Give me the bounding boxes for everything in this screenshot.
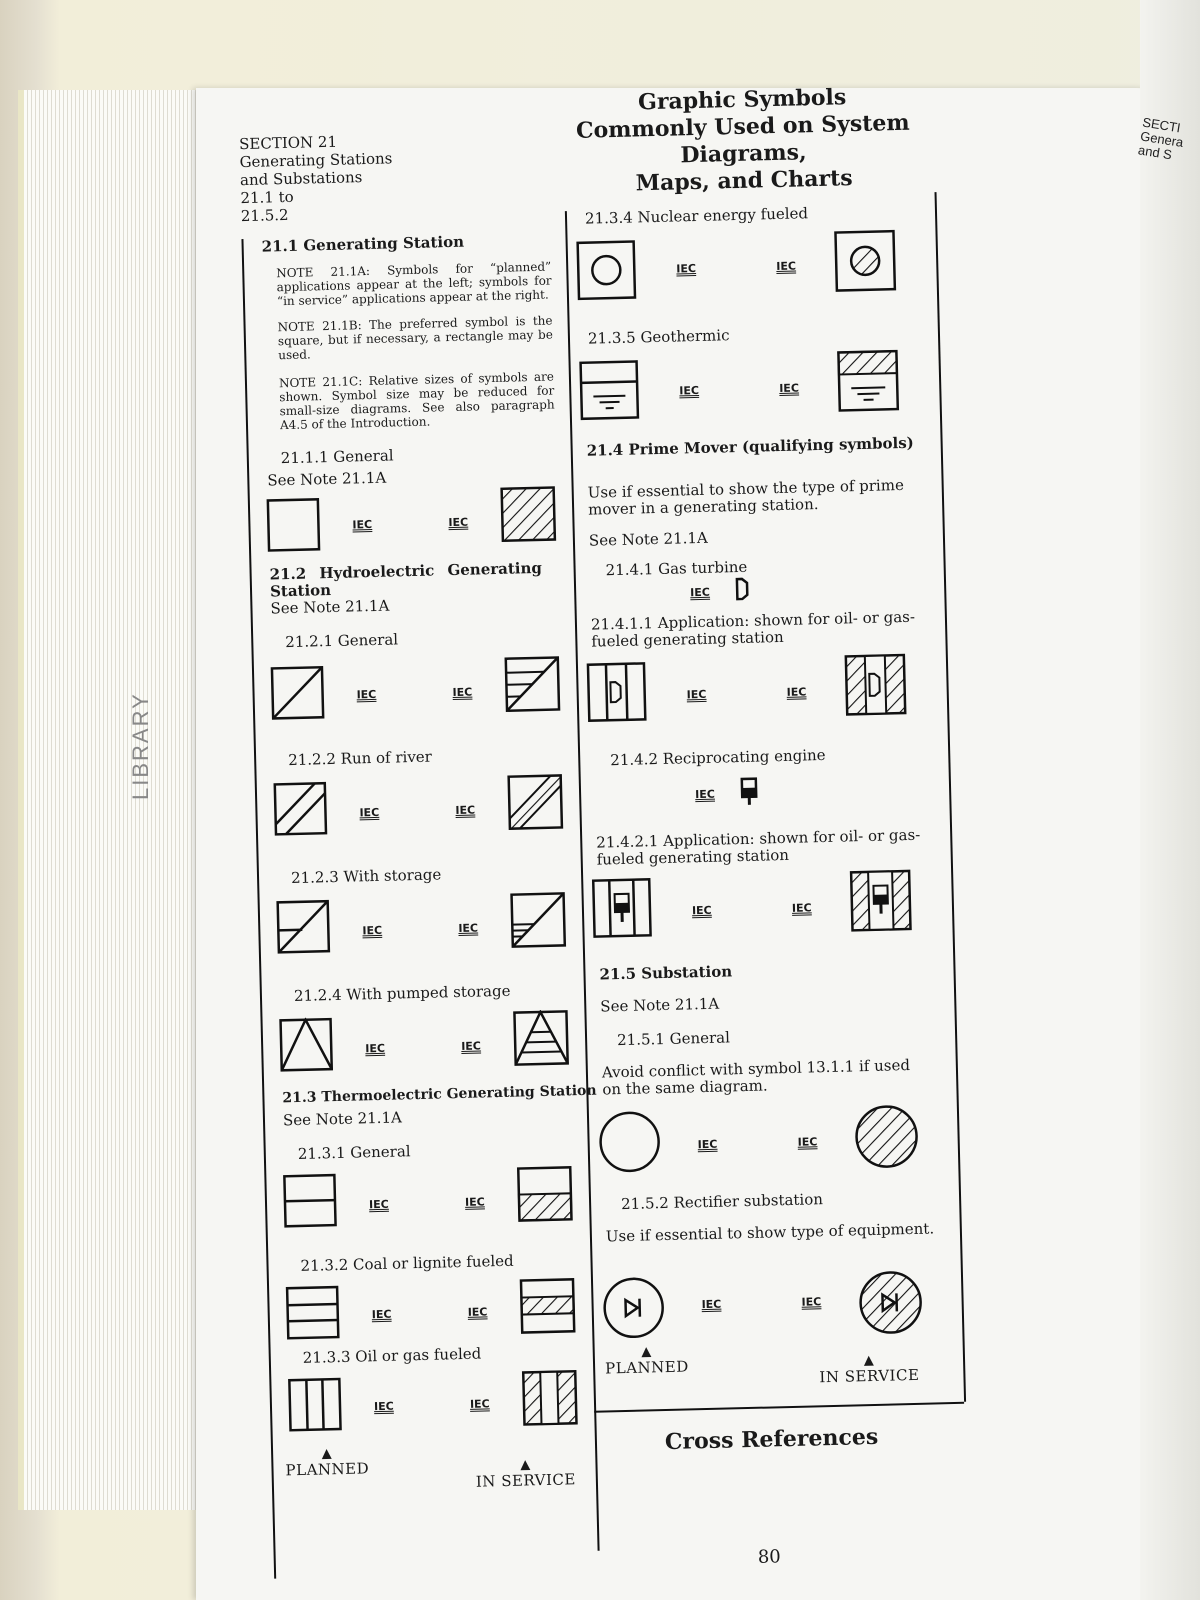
iec-mark: IEC: [797, 1135, 818, 1149]
iec-mark: IEC: [461, 1039, 482, 1053]
page-stack: [18, 90, 224, 1510]
symbol-21-3-4-in-service: [833, 229, 896, 292]
iec-mark: IEC: [352, 517, 373, 532]
planned-text: PLANNED: [285, 1459, 370, 1480]
heading-21-5: 21.5 Substation: [599, 962, 733, 984]
symbol-21-3-3-in-service: [521, 1369, 578, 1426]
iec-mark: IEC: [791, 901, 812, 915]
iec-mark: IEC: [359, 805, 380, 820]
page-content: [232, 71, 1008, 1589]
title-line: Maps, and Charts: [635, 165, 853, 197]
next-page-header: SECTI Genera and S: [1137, 114, 1185, 163]
heading-21-3-1: 21.3.1 General: [297, 1142, 411, 1163]
paragraph-21-4: Use if essential to show the type of prime mover in a generating station.: [587, 475, 905, 519]
library-stamp: LIBRARY: [128, 692, 153, 800]
iec-mark: IEC: [801, 1295, 822, 1309]
symbol-21-2-4-planned: [279, 1017, 334, 1072]
symbol-21-2-3-in-service: [509, 891, 566, 948]
symbol-21-3-1-planned: [282, 1173, 337, 1228]
symbol-21-4-1-1-planned: [586, 661, 647, 722]
symbol-21-2-1-planned: [270, 665, 325, 720]
planned-label: [605, 1344, 689, 1377]
symbol-21-3-5-planned: [579, 359, 640, 420]
iec-mark: IEC: [464, 1195, 485, 1209]
iec-mark: IEC: [695, 787, 715, 802]
heading-21-2: 21.2 Hydroelectric Generating Station: [269, 558, 543, 601]
iec-mark: IEC: [458, 921, 479, 935]
iec-mark: IEC: [676, 261, 697, 276]
iec-mark: IEC: [686, 687, 707, 702]
iec-mark: IEC: [776, 259, 797, 274]
heading-21-3-2: 21.3.2 Coal or lignite fueled: [300, 1251, 514, 1275]
in-service-text: IN SERVICE: [819, 1365, 920, 1387]
up-arrow-icon: ▲: [863, 1352, 875, 1369]
section-line: 21.5.2: [240, 205, 289, 226]
see-note: See Note 21.1A: [588, 528, 708, 550]
iec-mark: IEC: [697, 1137, 718, 1152]
symbol-21-3-5-in-service: [836, 349, 899, 412]
symbol-21-2-2-in-service: [507, 773, 564, 830]
iec-mark: IEC: [362, 923, 383, 938]
iec-mark: IEC: [701, 1297, 722, 1312]
cross-references-heading: Cross References: [664, 1423, 879, 1456]
gas-turbine-symbol: [734, 577, 751, 601]
title-line: Graphic Symbols: [637, 84, 847, 116]
see-note: See Note 21.1A: [267, 468, 387, 490]
iec-mark: IEC: [452, 685, 473, 700]
heading-21-2-2: 21.2.2 Run of river: [287, 747, 433, 770]
iec-mark: IEC: [455, 803, 476, 818]
symbol-21-1-1-planned: [266, 497, 321, 552]
heading-21-4-1-1: 21.4.1.1 Application: shown for oil- or gas-fueled generating station: [590, 607, 916, 651]
heading-21-5-1: 21.5.1 General: [616, 1028, 731, 1050]
page-title: [522, 81, 965, 200]
in-service-label: [819, 1353, 920, 1386]
symbol-21-3-4-planned: [576, 239, 637, 300]
symbol-21-5-2-in-service: [857, 1269, 925, 1337]
iec-mark: IEC: [467, 1305, 488, 1319]
heading-21-1: 21.1 Generating Station: [261, 232, 465, 256]
iec-mark: IEC: [373, 1399, 394, 1414]
heading-21-4-1: 21.4.1 Gas turbine: [605, 557, 748, 580]
see-note: See Note 21.1A: [600, 994, 720, 1016]
section-line: SECTION 21: [238, 132, 338, 154]
iec-mark: IEC: [368, 1197, 389, 1212]
symbol-21-2-4-in-service: [512, 1009, 569, 1066]
symbol-21-4-1-1-in-service: [844, 653, 907, 716]
note-21-1c: NOTE 21.1C: Relative sizes of symbols are shown. Symbol size may be reduced for small-size diagrams. See also paragraph A4.5 of the Introduction.: [278, 369, 555, 433]
right-rule: [935, 192, 967, 1402]
iec-mark: IEC: [365, 1041, 386, 1056]
section-header: [239, 131, 394, 225]
note-21-1b: NOTE 21.1B: The preferred symbol is the square, but if necessary, a rectangle may be used.: [277, 313, 554, 363]
iec-mark: IEC: [448, 515, 469, 530]
symbol-21-4-2-1-planned: [591, 877, 652, 938]
in-service-text: IN SERVICE: [475, 1470, 577, 1491]
symbol-21-3-2-planned: [285, 1285, 340, 1340]
symbol-21-2-2-planned: [273, 781, 328, 836]
heading-21-3-4: 21.3.4 Nuclear energy fueled: [584, 204, 809, 228]
paragraph-21-5-1: Avoid conflict with symbol 13.1.1 if used on the same diagram.: [601, 1055, 911, 1099]
heading-21-2-3: 21.2.3 With storage: [290, 865, 442, 888]
title-line: Commonly Used on System Diagrams,: [575, 109, 910, 169]
iec-mark: IEC: [356, 687, 377, 702]
heading-21-4: 21.4 Prime Mover (qualifying symbols): [586, 433, 914, 460]
heading-21-4-2-1: 21.4.2.1 Application: shown for oil- or gas-fueled generating station: [596, 825, 921, 869]
iec-mark: IEC: [786, 685, 807, 699]
next-page-edge: [1140, 0, 1200, 1600]
symbol-21-3-1-in-service: [516, 1165, 573, 1222]
iec-mark: IEC: [779, 381, 800, 395]
heading-21-2-1: 21.2.1 General: [285, 630, 399, 652]
symbol-21-1-1-in-service: [500, 485, 557, 542]
heading-21-4-2: 21.4.2 Reciprocating engine: [610, 745, 826, 770]
iec-mark: IEC: [691, 903, 712, 918]
iec-mark: IEC: [469, 1397, 490, 1411]
symbol-21-3-2-in-service: [519, 1277, 576, 1334]
heading-21-3: 21.3 Thermoelectric Generating Station: [282, 1082, 597, 1107]
section-line: Generating Stations: [239, 149, 393, 172]
symbol-21-5-1-in-service: [853, 1103, 921, 1171]
planned-text: PLANNED: [604, 1357, 689, 1378]
heading-21-3-3: 21.3.3 Oil or gas fueled: [302, 1344, 482, 1367]
symbol-21-5-1-planned: [597, 1109, 663, 1175]
symbol-21-3-3-planned: [287, 1377, 342, 1432]
planned-label: [285, 1446, 369, 1479]
section-line: and Substations: [239, 168, 363, 190]
iec-mark: IEC: [679, 383, 700, 398]
note-21-1a: NOTE 21.1A: Symbols for “planned” applications appear at the left; symbols for “in service” applications appear at the right.: [276, 259, 552, 309]
heading-21-3-5: 21.3.5 Geothermic: [587, 326, 730, 348]
symbol-21-4-2-1-in-service: [849, 869, 912, 932]
symbol-21-2-1-in-service: [504, 655, 561, 712]
heading-21-1-1: 21.1.1 General: [280, 446, 394, 468]
see-note: See Note 21.1A: [282, 1108, 403, 1130]
in-service-label: [475, 1457, 576, 1490]
cross-ref-rule: [594, 1402, 964, 1413]
reciprocating-engine-symbol: [739, 777, 760, 807]
iec-mark: IEC: [690, 585, 711, 600]
up-arrow-icon: ▲: [641, 1344, 653, 1360]
see-note: See Note 21.1A: [270, 596, 390, 618]
paragraph-21-5-2: Use if essential to show type of equipment.: [605, 1219, 935, 1246]
symbol-21-5-2-planned: [601, 1275, 667, 1341]
up-arrow-icon: ▲: [520, 1457, 531, 1473]
heading-21-2-4: 21.2.4 With pumped storage: [293, 981, 511, 1006]
section-line: 21.1 to: [240, 187, 294, 208]
page-number: 80: [757, 1546, 781, 1568]
symbol-21-2-3-planned: [276, 899, 331, 954]
iec-mark: IEC: [371, 1307, 392, 1322]
heading-21-5-2: 21.5.2 Rectifier substation: [620, 1190, 824, 1214]
up-arrow-icon: ▲: [321, 1446, 333, 1462]
